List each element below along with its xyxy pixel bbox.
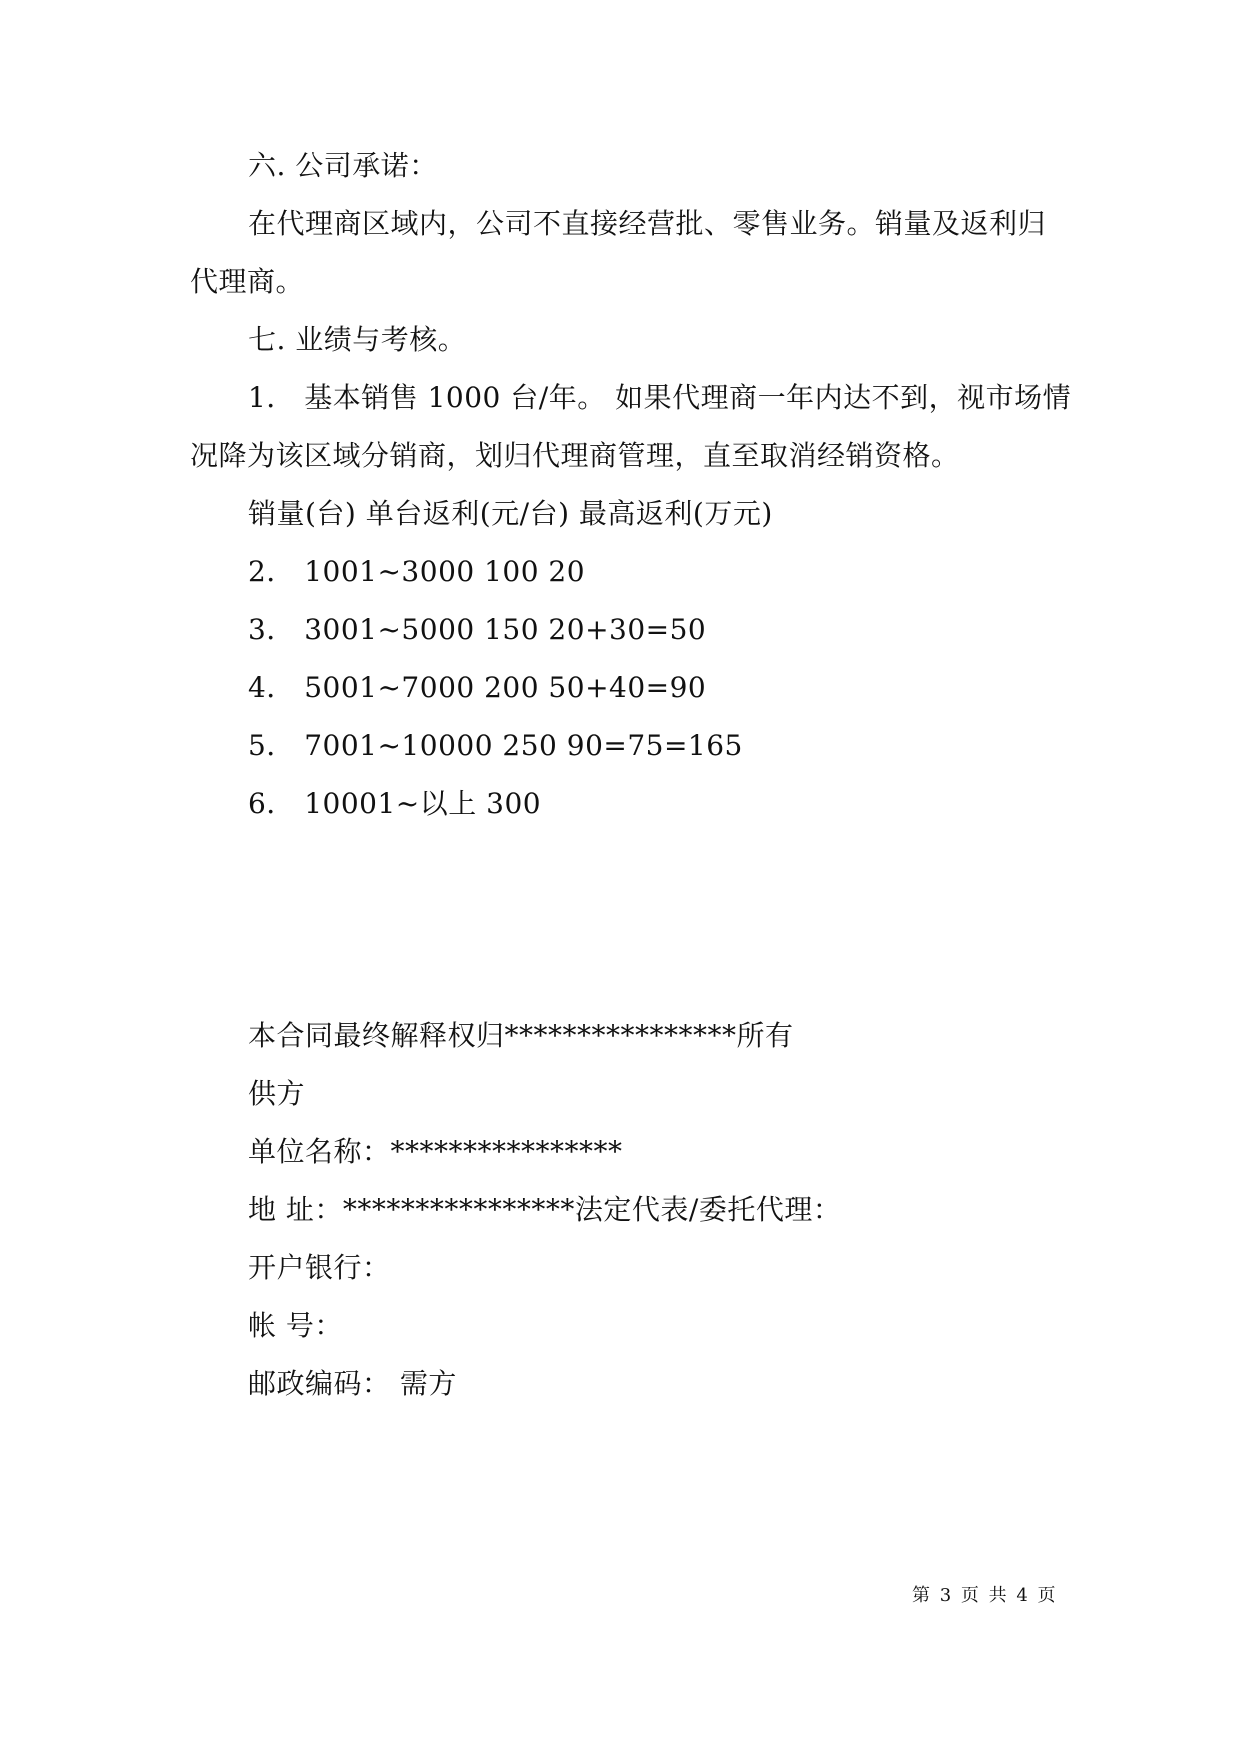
section-6-body-line-1: 在代理商区域内，公司不直接经营批、零售业务。销量及返利归 [248, 207, 1047, 240]
bank-field: 开户银行： [248, 1251, 391, 1284]
rebate-row-3: 3． 3001~5000 150 20+30=50 [248, 613, 707, 646]
contract-rights-statement: 本合同最终解释权归****************所有 [248, 1019, 794, 1052]
page-number-footer: 第 3 页 共 4 页 [912, 1585, 1058, 1606]
account-field: 帐 号： [248, 1309, 343, 1342]
rebate-row-5: 5． 7001~10000 250 90=75=165 [248, 729, 743, 762]
item-1-line-2: 况降为该区域分销商，划归代理商管理，直至取消经销资格。 [190, 439, 960, 472]
rebate-table-header: 销量(台) 单台返利(元/台) 最高返利(万元) [248, 497, 773, 530]
rebate-row-4: 4． 5001~7000 200 50+40=90 [248, 671, 707, 704]
rebate-row-2: 2． 1001~3000 100 20 [248, 555, 586, 588]
item-1-line-1: 1． 基本销售 1000 台/年。 如果代理商一年内达不到，视市场情 [248, 381, 1072, 414]
address-field: 地 址：****************法定代表/委托代理： [248, 1193, 842, 1226]
rebate-row-6: 6． 10001~以上 300 [248, 787, 542, 820]
section-7-heading: 七. 业绩与考核。 [248, 323, 467, 356]
unit-name-field: 单位名称：**************** [248, 1135, 623, 1168]
postcode-field: 邮政编码： 需方 [248, 1367, 457, 1400]
section-6-heading: 六. 公司承诺： [248, 149, 438, 182]
section-6-body-line-2: 代理商。 [190, 265, 305, 298]
supplier-label: 供方 [248, 1077, 306, 1110]
